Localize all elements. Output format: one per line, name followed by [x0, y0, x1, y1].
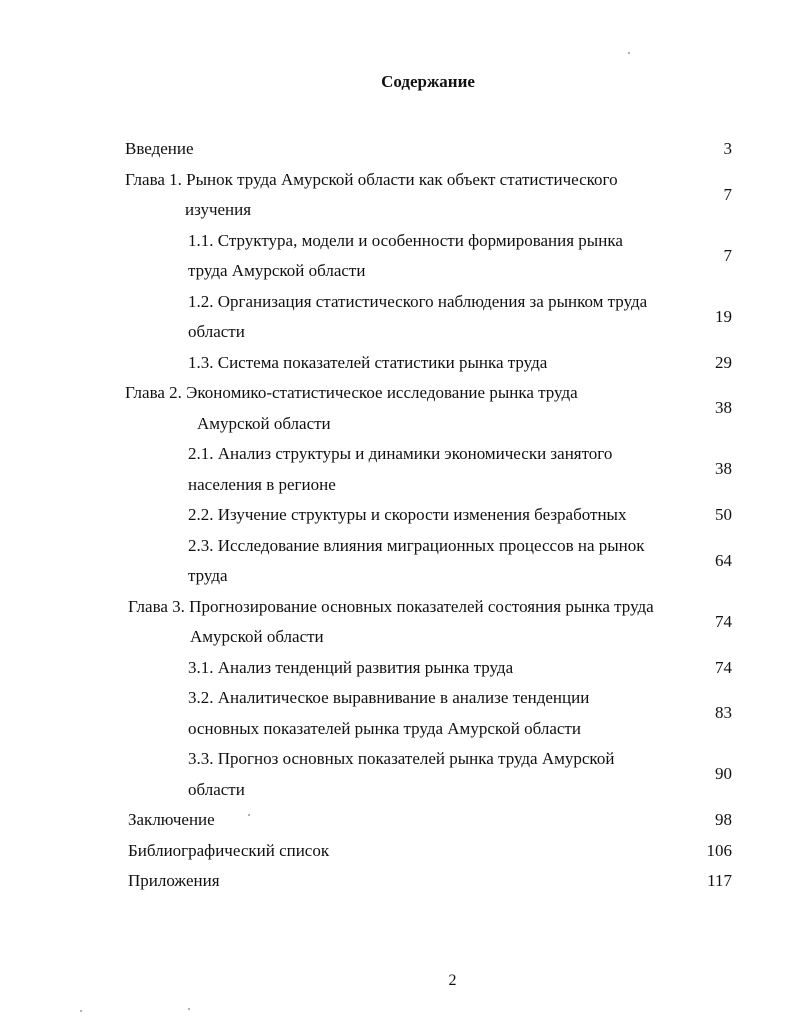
toc-entry-title: Заключение — [128, 810, 215, 829]
toc-entry-title-continued: населения в регионе — [188, 474, 336, 494]
toc-entry-title: 1.2. Организация статистического наблюдения за рынком труда — [188, 291, 648, 311]
toc-entry-title: 3.2. Аналитическое выравнивание в анализе тенденции — [188, 688, 590, 707]
toc-entry-title-continued: труда Амурской области — [188, 261, 366, 280]
toc-entry-title: Приложения — [128, 871, 220, 890]
toc-entry-section-2-3 — [125, 531, 732, 592]
toc-entry-title: 3.3. Прогноз основных показателей рынка труда Амурской — [188, 749, 615, 768]
toc-entry-title-continued: Амурской области — [197, 413, 331, 433]
toc-entry-section-2-1 — [125, 439, 732, 500]
page-number: 2 — [448, 972, 457, 989]
toc-entry-title: Глава 1. Рынок труда Амурской области как объект статистического — [125, 169, 618, 189]
toc-entry-title-continued: труда — [188, 566, 228, 585]
toc-entry-title: 3.1. Анализ тенденций развития рынка труда — [188, 657, 514, 677]
toc-entry-conclusion — [125, 805, 732, 836]
toc-entry-section-1-3 — [125, 348, 732, 379]
toc-entry-page: 117 — [707, 871, 732, 890]
toc-entry-title-continued: Амурской области — [190, 627, 324, 646]
toc-entry-page: 7 — [723, 184, 732, 204]
toc-entry-title-continued: области — [188, 322, 245, 341]
toc-entry-title: Глава 3. Прогнозирование основных показателей состояния рынка труда — [128, 596, 654, 616]
toc-entry-page: 64 — [715, 550, 732, 570]
toc-entry-page: 74 — [715, 611, 732, 631]
toc-entry-title: 2.1. Анализ структуры и динамики экономически занятого — [188, 444, 613, 463]
toc-entry-title: 2.3. Исследование влияния миграционных процессов на рынок — [188, 535, 645, 555]
toc-entry-title: 2.2. Изучение структуры и скорости изменения безработных — [188, 505, 627, 524]
toc-entry-bibliography — [125, 836, 732, 867]
toc-entry-page: 50 — [715, 505, 732, 524]
toc-entry-section-1-1 — [125, 226, 732, 287]
toc-entry-section-3-3 — [125, 744, 732, 805]
toc-entry-chapter-3 — [125, 592, 732, 653]
toc-entry-title-continued: изучения — [185, 200, 252, 219]
toc-entry-page: 98 — [715, 810, 732, 829]
toc-entry-section-1-2 — [125, 287, 732, 348]
toc-entry-title: Введение — [125, 139, 194, 158]
toc-entry-title-continued: области — [188, 779, 245, 799]
toc-entry-page: 90 — [715, 764, 732, 783]
toc-entry-page: 19 — [715, 306, 732, 326]
scan-speck — [80, 1010, 82, 1012]
toc-entry-section-3-2 — [125, 683, 732, 744]
toc-entry-chapter-1 — [125, 165, 732, 226]
scan-speck — [628, 52, 630, 54]
toc-entry-title: Глава 2. Экономико-статистическое исследование рынка труда — [125, 383, 578, 402]
toc-entry-page: 106 — [706, 840, 732, 860]
toc-entry-section-3-1 — [125, 653, 732, 684]
toc-entry-page: 74 — [715, 657, 732, 677]
toc-entry-page: 83 — [715, 703, 732, 722]
scan-speck — [188, 1008, 190, 1010]
toc-entry-title: 1.3. Система показателей статистики рынка труда — [188, 352, 548, 372]
toc-entry-chapter-2 — [125, 378, 732, 439]
scan-speck — [248, 814, 250, 816]
table-of-contents — [125, 134, 732, 897]
toc-entry-page: 29 — [715, 352, 732, 372]
toc-entry-title-continued: основных показателей рынка труда Амурской области — [188, 718, 581, 738]
toc-entry-section-2-2 — [125, 500, 732, 531]
toc-entry-page: 3 — [723, 139, 732, 158]
toc-entry-appendices — [125, 866, 732, 897]
toc-entry-title: Библиографический список — [128, 840, 330, 860]
toc-entry-page: 7 — [723, 245, 732, 265]
toc-entry-page: 38 — [715, 398, 732, 417]
page-title: Содержание — [381, 72, 475, 91]
toc-entry-page: 38 — [715, 459, 732, 478]
toc-entry-title: 1.1. Структура, модели и особенности формирования рынка — [188, 230, 623, 250]
toc-entry-introduction — [125, 134, 732, 165]
